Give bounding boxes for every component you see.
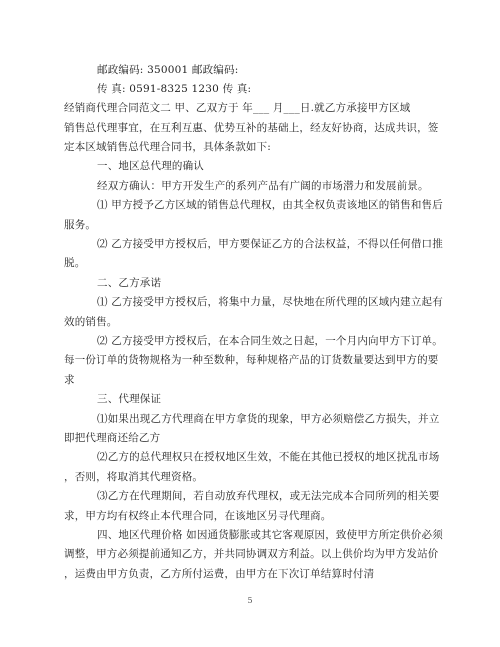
body-line: 销售总代理事宜，在互利互惠、优势互补的基础上，经友好协商，达成共识，签 [64,122,439,134]
body-line: 经销商代理合同范文二 甲、乙双方于 年___ 月___日.就乙方承接甲方区域 [64,102,411,114]
body-line: 求 [64,374,75,386]
body-line: 效的销售。 [64,316,118,328]
fax-line: 传 真: 0591-8325 1230 传 真: [97,83,252,95]
body-line: 即把代理商还给乙方 [64,432,161,444]
page-number: 5 [247,596,253,605]
section-heading: 二、乙方承诺 [97,277,162,289]
body-line: 脱。 [64,257,86,269]
body-line: 每一份订单的货物规格为一种至数种，每种规格产品的订货数量要达到甲方的要 [64,354,439,366]
body-line: ⑵ 乙方接受甲方授权后，在本合同生效之日起，一个月内向甲方下订单。 [97,335,443,347]
body-line: 经双方确认：甲方开发生产的系列产品有广阔的市场潜力和发展前景。 [97,180,429,192]
section-heading: 一、地区总代理的确认 [97,160,204,172]
body-line: ⑴ 甲方授予乙方区域的销售总代理权，由其全权负责该地区的销售和售后 [97,199,443,211]
body-line: 求，甲方均有权终止本代理合同，在该地区另寻代理商。 [64,510,332,522]
body-line: 定本区域销售总代理合同书，具体条款如下: [64,141,272,153]
section-heading: 三、代理保证 [97,393,162,405]
body-line: 服务。 [64,219,97,231]
body-line: ⑶乙方在代理期间，若自动放弃代理权，或无法完成本合同所列的相关要 [97,490,440,502]
postal-code-line: 邮政编码: 350001 邮政编码: [97,64,239,76]
body-line: ⑴ 乙方接受甲方授权后，将集中力量，尽快地在所代理的区域内建立起有 [97,296,443,308]
body-line: 调整，甲方必须提前通知乙方，并共同协调双方利益。以上供价均为甲方发站价 [64,548,439,560]
section-heading: 四、地区代理价格 如因通货膨胀或其它客观原因，致使甲方所定供价必须 [97,529,443,541]
body-line: ⑵ 乙方接受甲方授权后，甲方要保证乙方的合法权益，不得以任何借口推 [97,238,443,250]
body-line: ，否则，将取消其代理资格。 [64,471,204,483]
body-line: ⑴如果出现乙方代理商在甲方拿货的现象，甲方必须赔偿乙方损失，并立 [97,413,440,425]
body-line: ，运费由甲方负责，乙方所付运费，由甲方在下次订单结算时付清 [64,568,375,580]
body-line: ⑵乙方的总代理权只在授权地区生效，不能在其他已授权的地区扰乱市场 [97,451,440,463]
